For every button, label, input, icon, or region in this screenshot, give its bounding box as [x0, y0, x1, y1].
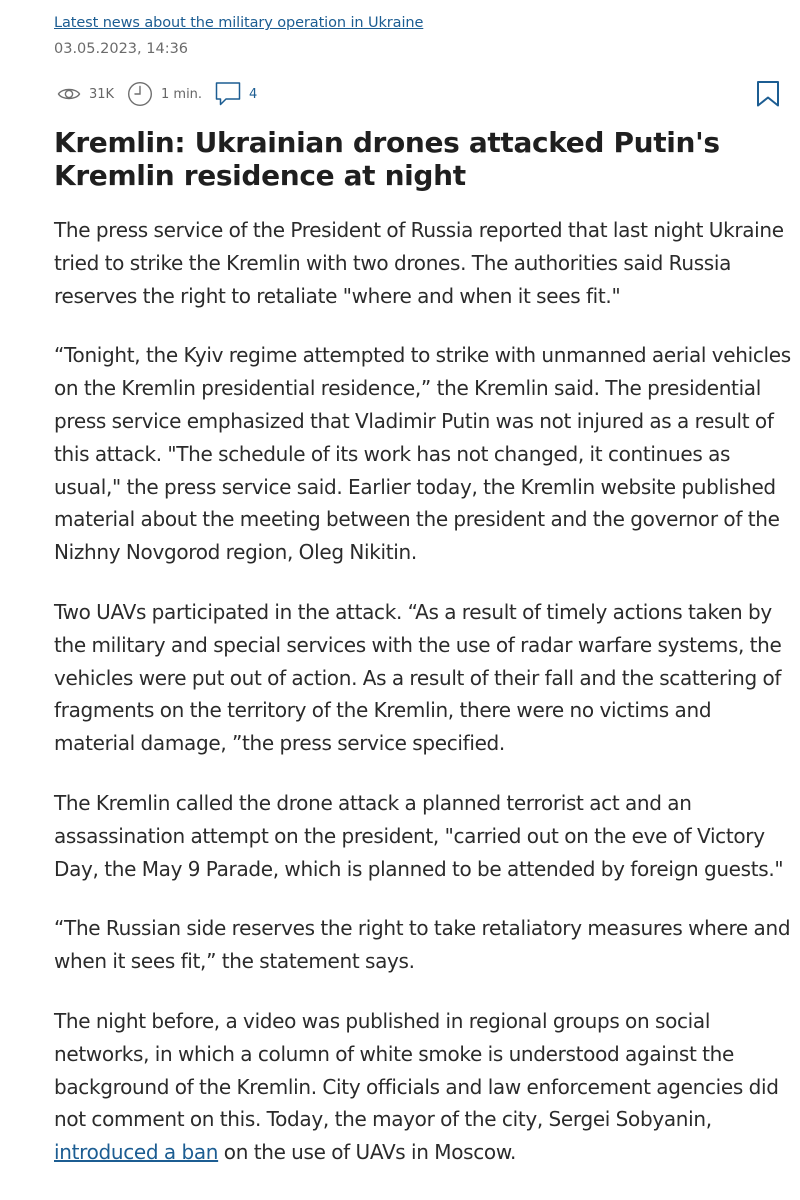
read-time: 1 min. — [161, 86, 203, 102]
paragraph-6 — [54, 1005, 794, 1169]
paragraph-3: Two UAVs participated in the attack. “As a result of timely actions taken by the military and special services with the use of radar warfare systems, the vehicles were put out of action. As a result of their fall and the scattering of fragments on the territory of the Kremlin, there were no victims and material damage, ”the press service specified. — [54, 599, 782, 756]
comments-count[interactable]: 4 — [249, 86, 258, 102]
bookmark-icon[interactable] — [756, 93, 780, 112]
paragraph-5: “The Russian side reserves the right to take retaliatory measures where and when it sees fit,” the statement says. — [54, 916, 791, 974]
ban-link[interactable]: introduced a ban — [54, 1140, 219, 1165]
comments-stat[interactable] — [215, 80, 257, 108]
clock-icon — [127, 81, 153, 107]
bookmark-button[interactable] — [756, 80, 780, 112]
topic-link[interactable]: Latest news about the military operation in Ukraine — [54, 15, 424, 31]
paragraph-2: “Tonight, the Kyiv regime attempted to strike with unmanned aerial vehicles on the Kremlin presidential residence,” the Kremlin said. The presidential press service emphasized that Vladimir Putin was not injured as a result of this attack. "The schedule of its work has not changed, it continues as usual," the press service said. Earlier today, the Kremlin website published material about the meeting between the president and the governor of the Nizhny Novgorod region, Oleg Nikitin. — [54, 343, 791, 565]
views-stat — [57, 80, 114, 108]
paragraph-6-tail: on the use of UAVs in Moscow. — [218, 1140, 517, 1165]
paragraph-6-text: The night before, a video was published in regional groups on social networks, in which a column of white smoke is understood against the background of the Kremlin. City officials and law enforcement agencies did not comment on this. Today, the mayor of the city, Sergei Sobyanin, — [54, 1008, 779, 1132]
paragraph-4: The Kremlin called the drone attack a planned terrorist act and an assassination attempt on the president, "carried out on the eve of Victory Day, the May 9 Parade, which is planned to be attended by foreign guests." — [54, 790, 784, 881]
views-count: 31K — [89, 86, 115, 102]
comment-icon[interactable] — [215, 81, 241, 107]
publish-date: 03.05.2023, 14:36 — [54, 41, 189, 57]
article-body — [54, 214, 794, 1196]
paragraph-1: The press service of the President of Russia reported that last night Ukraine tried to strike the Kremlin with two drones. The authorities said Russia reserves the right to retaliate "where and when it sees fit." — [54, 218, 784, 308]
eye-icon — [57, 86, 81, 102]
read-time-stat — [127, 80, 202, 108]
article-headline: Kremlin: Ukrainian drones attacked Putin's Kremlin residence at night — [54, 126, 720, 192]
article-stats — [54, 80, 786, 110]
